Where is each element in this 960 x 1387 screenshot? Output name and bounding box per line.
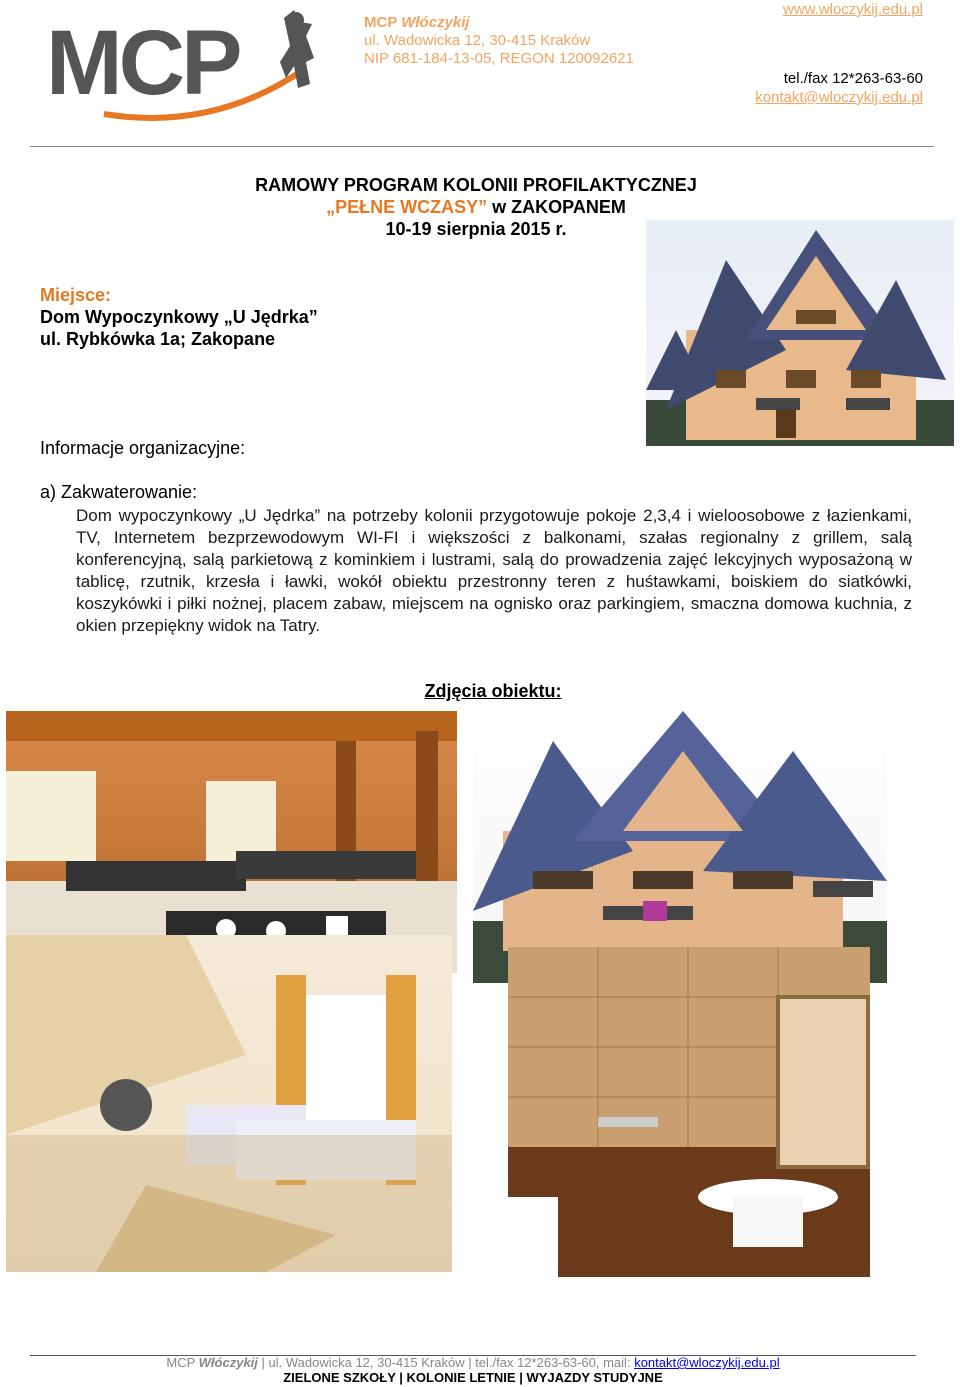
- company-info: [364, 14, 634, 68]
- company-ids: NIP 681-184-13-05, REGON 120092621: [364, 50, 634, 67]
- photos-heading: Zdjęcia obiektu:: [424, 681, 562, 701]
- place-address: ul. Rybkówka 1a; Zakopane: [40, 329, 276, 349]
- contact-block: [755, 0, 923, 107]
- svg-text:MCP: MCP: [46, 12, 239, 114]
- accommodation-heading: a) Zakwaterowanie:: [40, 482, 198, 502]
- accommodation-body: Dom wypoczynkowy „U Jędrka” na potrzeby kolonii przygotowuje pokoje 2,3,4 i wieloosobowe z łazienkami, TV, Internetem bezprzewodowym WI-FI i większości z balkonami, szałas regionalny z grillem, salą konferencyjną, salą parkietową z kominkiem i lustrami, salą do prowadzenia zajęć lekcyjnych wyposażoną w tablicę, rzutnik, krzesła i ławki, wokół obiektu przestronny teren z huśtawkami, boiskiem do siatkówki, koszykówki i piłki nożnej, placem zabaw, miejscem na ognisko oraz parkingiem, smaczna domowa kuchnia, z okien przepiękny widok na Tatry.: [76, 506, 912, 635]
- title-dates: 10-19 sierpnia 2015 r.: [385, 219, 567, 239]
- website-link[interactable]: www.wloczykij.edu.pl: [782, 1, 923, 18]
- company-name: MCP Włóczykij: [364, 14, 470, 31]
- place-label: Miejsce:: [40, 285, 112, 305]
- header-divider: [30, 146, 934, 147]
- company-logo: [44, 6, 350, 126]
- place-name: Dom Wypoczynkowy „U Jędrka”: [40, 307, 318, 327]
- footer-tagline: ZIELONE SZKOŁY | KOLONIE LETNIE | WYJAZDY STUDYJNE: [283, 1370, 663, 1385]
- house-exterior-photo: [473, 711, 887, 983]
- house-photo-main: [646, 220, 954, 446]
- title-line-2: „PEŁNE WCZASY” w ZAKOPANEM: [326, 197, 626, 217]
- company-address: ul. Wadowicka 12, 30-415 Kraków: [364, 32, 591, 49]
- bedroom-photo: [6, 935, 452, 1272]
- dining-room-photo: [6, 711, 457, 973]
- title-line-1: RAMOWY PROGRAM KOLONII PROFILAKTYCZNEJ: [255, 175, 697, 195]
- bathroom-photo: [508, 947, 870, 1277]
- info-heading: Informacje organizacyjne:: [40, 438, 246, 458]
- phone-number: tel./fax 12*263-63-60: [783, 70, 923, 87]
- footer-email-link[interactable]: kontakt@wloczykij.edu.pl: [634, 1355, 780, 1370]
- email-link[interactable]: kontakt@wloczykij.edu.pl: [755, 89, 923, 106]
- footer-contact: MCP Włóczykij | ul. Wadowicka 12, 30-415 Kraków | tel./fax 12*263-63-60, mail: kontakt@wloczykij.edu.pl: [166, 1355, 780, 1370]
- place-section: [40, 284, 318, 350]
- title-highlight: „PEŁNE WCZASY”: [326, 197, 488, 217]
